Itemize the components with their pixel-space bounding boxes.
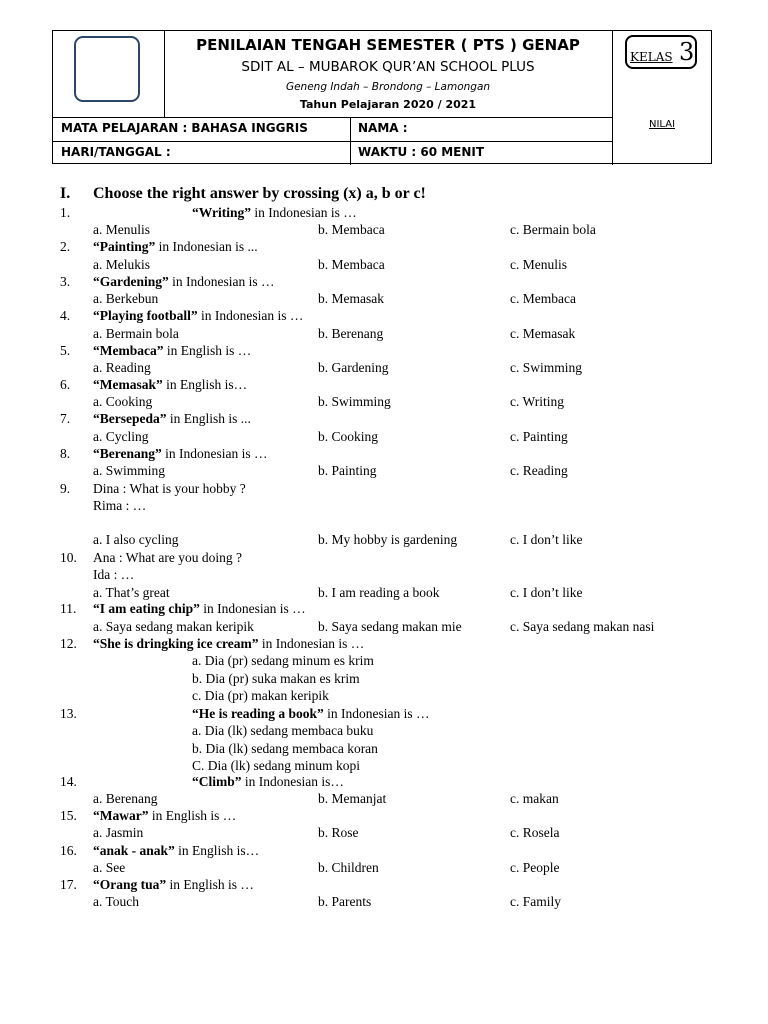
section-instruction: Choose the right answer by crossing (x) a, b or c! [93,185,426,202]
question-prompt: in Indonesian is … [161,446,268,461]
question-prompt: in Indonesian is … [199,601,306,616]
question-keyword: “Painting” [93,239,156,254]
question-number: 8. [60,446,71,461]
answer-option[interactable]: c. Dia (pr) makan keripik [192,688,329,703]
question-text [192,205,357,221]
divider [350,117,351,165]
class-badge [625,35,697,69]
dialog-line: Dina : What is your hobby ? [93,481,246,496]
answer-option[interactable]: a. Touch [93,894,140,909]
answer-option[interactable]: C. Dia (lk) sedang minum kopi [192,758,360,773]
question-text [93,239,258,255]
question-text [93,636,364,652]
question-prompt: in English is ... [166,411,251,426]
answer-option[interactable]: c. Writing [510,394,564,409]
score-label: NILAI [649,119,676,130]
answer-option[interactable]: b. Membaca [318,257,385,272]
answer-option[interactable]: b. Memasak [318,291,384,306]
question-keyword: “Gardening” [93,274,169,289]
question-number: 7. [60,411,71,426]
class-number: 3 [679,38,695,66]
question-text [93,377,247,393]
question-prompt: in English is … [148,808,237,823]
question-keyword: “Orang tua” [93,877,167,892]
answer-option[interactable]: a. Cycling [93,429,149,444]
question-text [93,343,251,359]
answer-option[interactable]: c. Reading [510,463,568,478]
question-keyword: “She is dringking ice cream” [93,636,259,651]
question-number: 1. [60,205,71,220]
answer-option[interactable]: b. Gardening [318,360,389,375]
answer-option[interactable]: b. I am reading a book [318,585,440,600]
question-prompt: in Indonesian is ... [155,239,258,254]
question-number: 14. [60,774,77,789]
answer-option[interactable]: c. Membaca [510,291,576,306]
exam-title: PENILAIAN TENGAH SEMESTER ( PTS ) GENAP [196,36,580,54]
answer-option[interactable]: a. That’s great [93,585,170,600]
question-text [93,411,251,427]
answer-option[interactable]: b. Painting [318,463,377,478]
answer-option[interactable]: a. Dia (pr) sedang minum es krim [192,653,374,668]
answer-option[interactable]: b. Parents [318,894,372,909]
answer-option[interactable]: a. Cooking [93,394,153,409]
title-cell [164,31,613,117]
answer-option[interactable]: a. Melukis [93,257,150,272]
answer-option[interactable]: b. Memanjat [318,791,387,806]
question-keyword: “Climb” [192,774,242,789]
question-number: 10. [60,550,77,565]
answer-option[interactable]: c. Rosela [510,825,560,840]
answer-option[interactable]: a. Dia (lk) sedang membaca buku [192,723,374,738]
subject-field: MATA PELAJARAN : BAHASA INGGRIS [61,121,308,135]
question-number: 17. [60,877,77,892]
school-address: Geneng Indah – Brondong – Lamongan [285,81,491,93]
answer-option[interactable]: a. Menulis [93,222,150,237]
dialog-line: Ana : What are you doing ? [93,550,242,565]
answer-option[interactable]: c. Family [510,894,561,909]
logo-placeholder [74,36,140,102]
answer-option[interactable]: c. makan [510,791,559,806]
question-text [93,274,275,290]
answer-option[interactable]: b. Children [318,860,379,875]
answer-option[interactable]: b. Dia (lk) sedang membaca koran [192,740,378,756]
answer-option[interactable]: a. Berkebun [93,291,159,306]
question-keyword: “Bersepeda” [93,411,167,426]
question-keyword: “I am eating chip” [93,601,200,616]
question-text [192,774,344,790]
question-prompt: in English is… [162,377,248,392]
question-number: 6. [60,377,71,392]
answer-option[interactable]: c. I don’t like [510,585,583,600]
question-text [93,877,254,893]
question-number: 16. [60,843,77,858]
question-text [93,446,268,462]
answer-option[interactable]: b. Rose [318,825,359,840]
answer-option[interactable]: a. Saya sedang makan keripik [93,619,254,634]
school-name: SDIT AL – MUBAROK QUR’AN SCHOOL PLUS [241,59,535,75]
question-keyword: “Writing” [192,205,252,220]
question-keyword: “Membaca” [93,343,164,358]
answer-option[interactable]: c. Swimming [510,360,583,375]
question-number: 9. [60,481,71,496]
question-prompt: in Indonesian is… [241,774,344,789]
answer-option[interactable]: a. See [93,860,126,875]
question-text [93,808,236,824]
question-number: 2. [60,239,71,254]
dialog-line: Ida : … [93,567,135,582]
question-prompt: in English is … [166,877,254,892]
answer-option[interactable]: b. My hobby is gardening [318,532,458,547]
question-prompt: in Indonesian is … [197,308,304,323]
answer-option[interactable]: b. Dia (pr) suka makan es krim [192,670,360,686]
question-number: 11. [60,601,77,616]
dialog-line: Rima : … [93,498,147,513]
question-text [93,843,259,859]
question-keyword: “He is reading a book” [192,706,324,721]
answer-option[interactable]: a. Swimming [93,463,166,478]
question-keyword: “Memasak” [93,377,163,392]
question-text [192,706,430,722]
answer-option[interactable]: b. Cooking [318,429,379,444]
section-number: I. [60,185,71,202]
class-label: KELAS [630,50,673,64]
question-prompt: in Indonesian is … [258,636,365,651]
divider [53,141,612,142]
answer-option[interactable]: c. Memasak [510,326,576,341]
question-prompt: in English is… [174,843,260,858]
divider [53,117,612,118]
question-keyword: “Berenang” [93,446,162,461]
question-text [93,308,303,324]
question-number: 12. [60,636,77,651]
date-field[interactable]: HARI/TANGGAL : [61,145,171,159]
answer-option[interactable]: a. Bermain bola [93,326,179,341]
question-keyword: “anak - anak” [93,843,175,858]
answer-option[interactable]: a. I also cycling [93,532,179,547]
answer-option[interactable]: b. Membaca [318,222,385,237]
answer-option[interactable]: c. People [510,860,560,875]
logo-cell [53,31,165,117]
answer-option[interactable]: a. Jasmin [93,825,144,840]
question-keyword: “Playing football” [93,308,198,323]
question-number: 13. [60,706,77,721]
answer-option[interactable]: c. I don’t like [510,532,583,547]
answer-option[interactable]: a. Reading [93,360,151,375]
header-table [52,30,712,164]
question-prompt: in English is … [163,343,252,358]
name-field[interactable]: NAMA : [358,121,408,135]
time-field: WAKTU : 60 MENIT [358,145,485,159]
divider [612,117,613,165]
question-prompt: in Indonesian is … [323,706,430,721]
answer-option[interactable]: c. Saya sedang makan nasi [510,619,655,634]
answer-option[interactable]: b. Swimming [318,394,391,409]
question-prompt: in Indonesian is … [251,205,357,220]
answer-option[interactable]: a. Berenang [93,791,158,806]
question-text [93,601,306,617]
answer-option[interactable]: b. Berenang [318,326,384,341]
answer-option[interactable]: c. Painting [510,429,568,444]
academic-year: Tahun Pelajaran 2020 / 2021 [299,98,477,111]
answer-option[interactable]: c. Bermain bola [510,222,596,237]
answer-option[interactable]: c. Menulis [510,257,567,272]
question-number: 15. [60,808,77,823]
question-number: 5. [60,343,71,358]
answer-option[interactable]: b. Saya sedang makan mie [318,619,462,634]
question-keyword: “Mawar” [93,808,149,823]
question-prompt: in Indonesian is … [168,274,275,289]
question-number: 4. [60,308,71,323]
question-number: 3. [60,274,71,289]
